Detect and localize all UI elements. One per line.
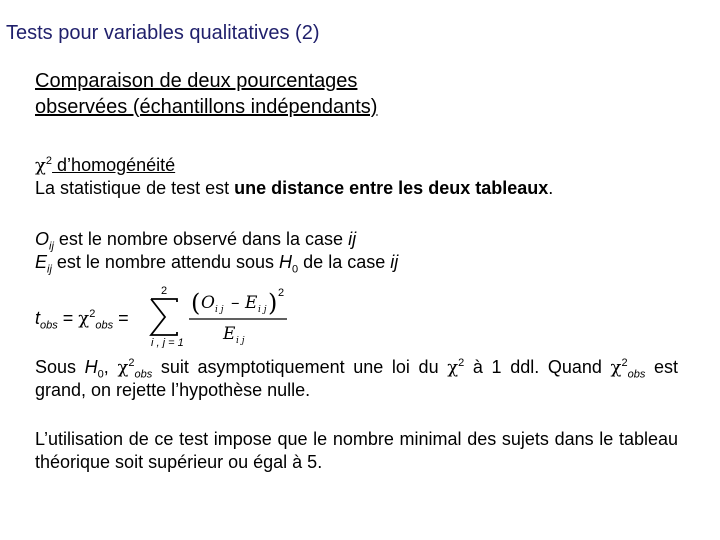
statistic-prefix: La statistique de test est (35, 178, 235, 199)
statistic-suffix: . (548, 178, 554, 199)
h-symbol: H (279, 252, 293, 273)
chi-section (35, 154, 553, 201)
e-text: est le nombre attendu sous (51, 252, 280, 273)
formula-equals-1: = (57, 308, 79, 328)
sigma-icon (151, 299, 177, 335)
chi2-formula (35, 284, 305, 348)
p1-chi-3: χ (610, 357, 622, 378)
p1-chi: χ (117, 357, 129, 378)
formula-chi: χ (78, 308, 90, 329)
denominator-e-sub: i j (236, 336, 245, 346)
sum-upper-bound: 2 (161, 285, 168, 297)
slide-title: Tests pour variables qualitatives (2) (6, 22, 320, 44)
numerator-e-sub: i j (258, 305, 267, 315)
statistic-bold: une distance entre les deux tableaux (234, 178, 549, 199)
numerator-e: E (245, 293, 258, 313)
p1-chi-sub: obs (134, 368, 153, 381)
p1-text-4: à 1 ddl. Quand (464, 357, 611, 377)
p1-h-sub: 0 (97, 368, 104, 381)
numerator-o: O (201, 293, 215, 313)
p1-chi-2: χ (447, 357, 459, 378)
numerator-minus: – (231, 293, 240, 313)
e-subscript: ij (47, 263, 52, 276)
p1-text-2: , (103, 357, 118, 377)
paragraph-condition: L’utilisation de ce test impose que le nombre minimal des sujets dans le tableau théorique soit supérieur ou égal à 5. (35, 429, 678, 473)
heading-line-2: observées (échantillons indépendants) (35, 96, 378, 118)
chi-superscript: 2 (45, 155, 53, 167)
paragraph-asymptotic (35, 356, 678, 403)
o-symbol: O (35, 229, 50, 249)
t-symbol: t (35, 308, 41, 328)
e-cell: ij (390, 252, 399, 273)
p1-chi-2-sup: 2 (458, 357, 465, 369)
statistic-description (35, 177, 553, 200)
p1-text-5: est grand, on rejette l’hypothèse nulle. (35, 357, 678, 401)
definitions (35, 228, 398, 275)
denominator-e: E (223, 324, 236, 344)
sum-lower-bound: i , j = 1 (151, 337, 184, 348)
p1-chi-3-sub: obs (627, 368, 646, 381)
numerator-power: 2 (278, 287, 285, 299)
h-subscript: 0 (292, 263, 299, 276)
e-symbol: E (35, 252, 48, 273)
o-cell: ij (348, 229, 357, 249)
heading-line-1: Comparaison de deux pourcentages (35, 70, 358, 92)
definition-observed (35, 228, 398, 251)
p1-chi-sup: 2 (128, 357, 135, 369)
chi-heading-text: d’homogénéité (52, 155, 176, 175)
p1-h: H (84, 357, 98, 377)
p1-chi-3-sup: 2 (621, 357, 628, 369)
formula-equals-2: = (113, 308, 129, 328)
p1-text-1: Sous (35, 357, 85, 377)
numerator-o-sub: i j (215, 305, 224, 315)
heading (35, 68, 377, 120)
definition-expected (35, 251, 398, 274)
o-text: est le nombre observé dans la case (53, 229, 349, 249)
o-subscript: ij (49, 240, 54, 253)
chi-symbol: χ (35, 155, 46, 176)
right-paren: ) (268, 289, 278, 317)
left-paren: ( (191, 289, 201, 317)
formula-chi-sub: obs (95, 319, 114, 332)
t-subscript: obs (40, 319, 58, 332)
e-text-2: de la case (298, 252, 391, 273)
formula-lhs (35, 308, 129, 332)
p1-text-3: suit asymptotiquement une loi du (152, 357, 448, 377)
formula-chi-sup: 2 (89, 308, 96, 320)
chi-heading (35, 154, 553, 177)
sum-expression (147, 284, 307, 348)
